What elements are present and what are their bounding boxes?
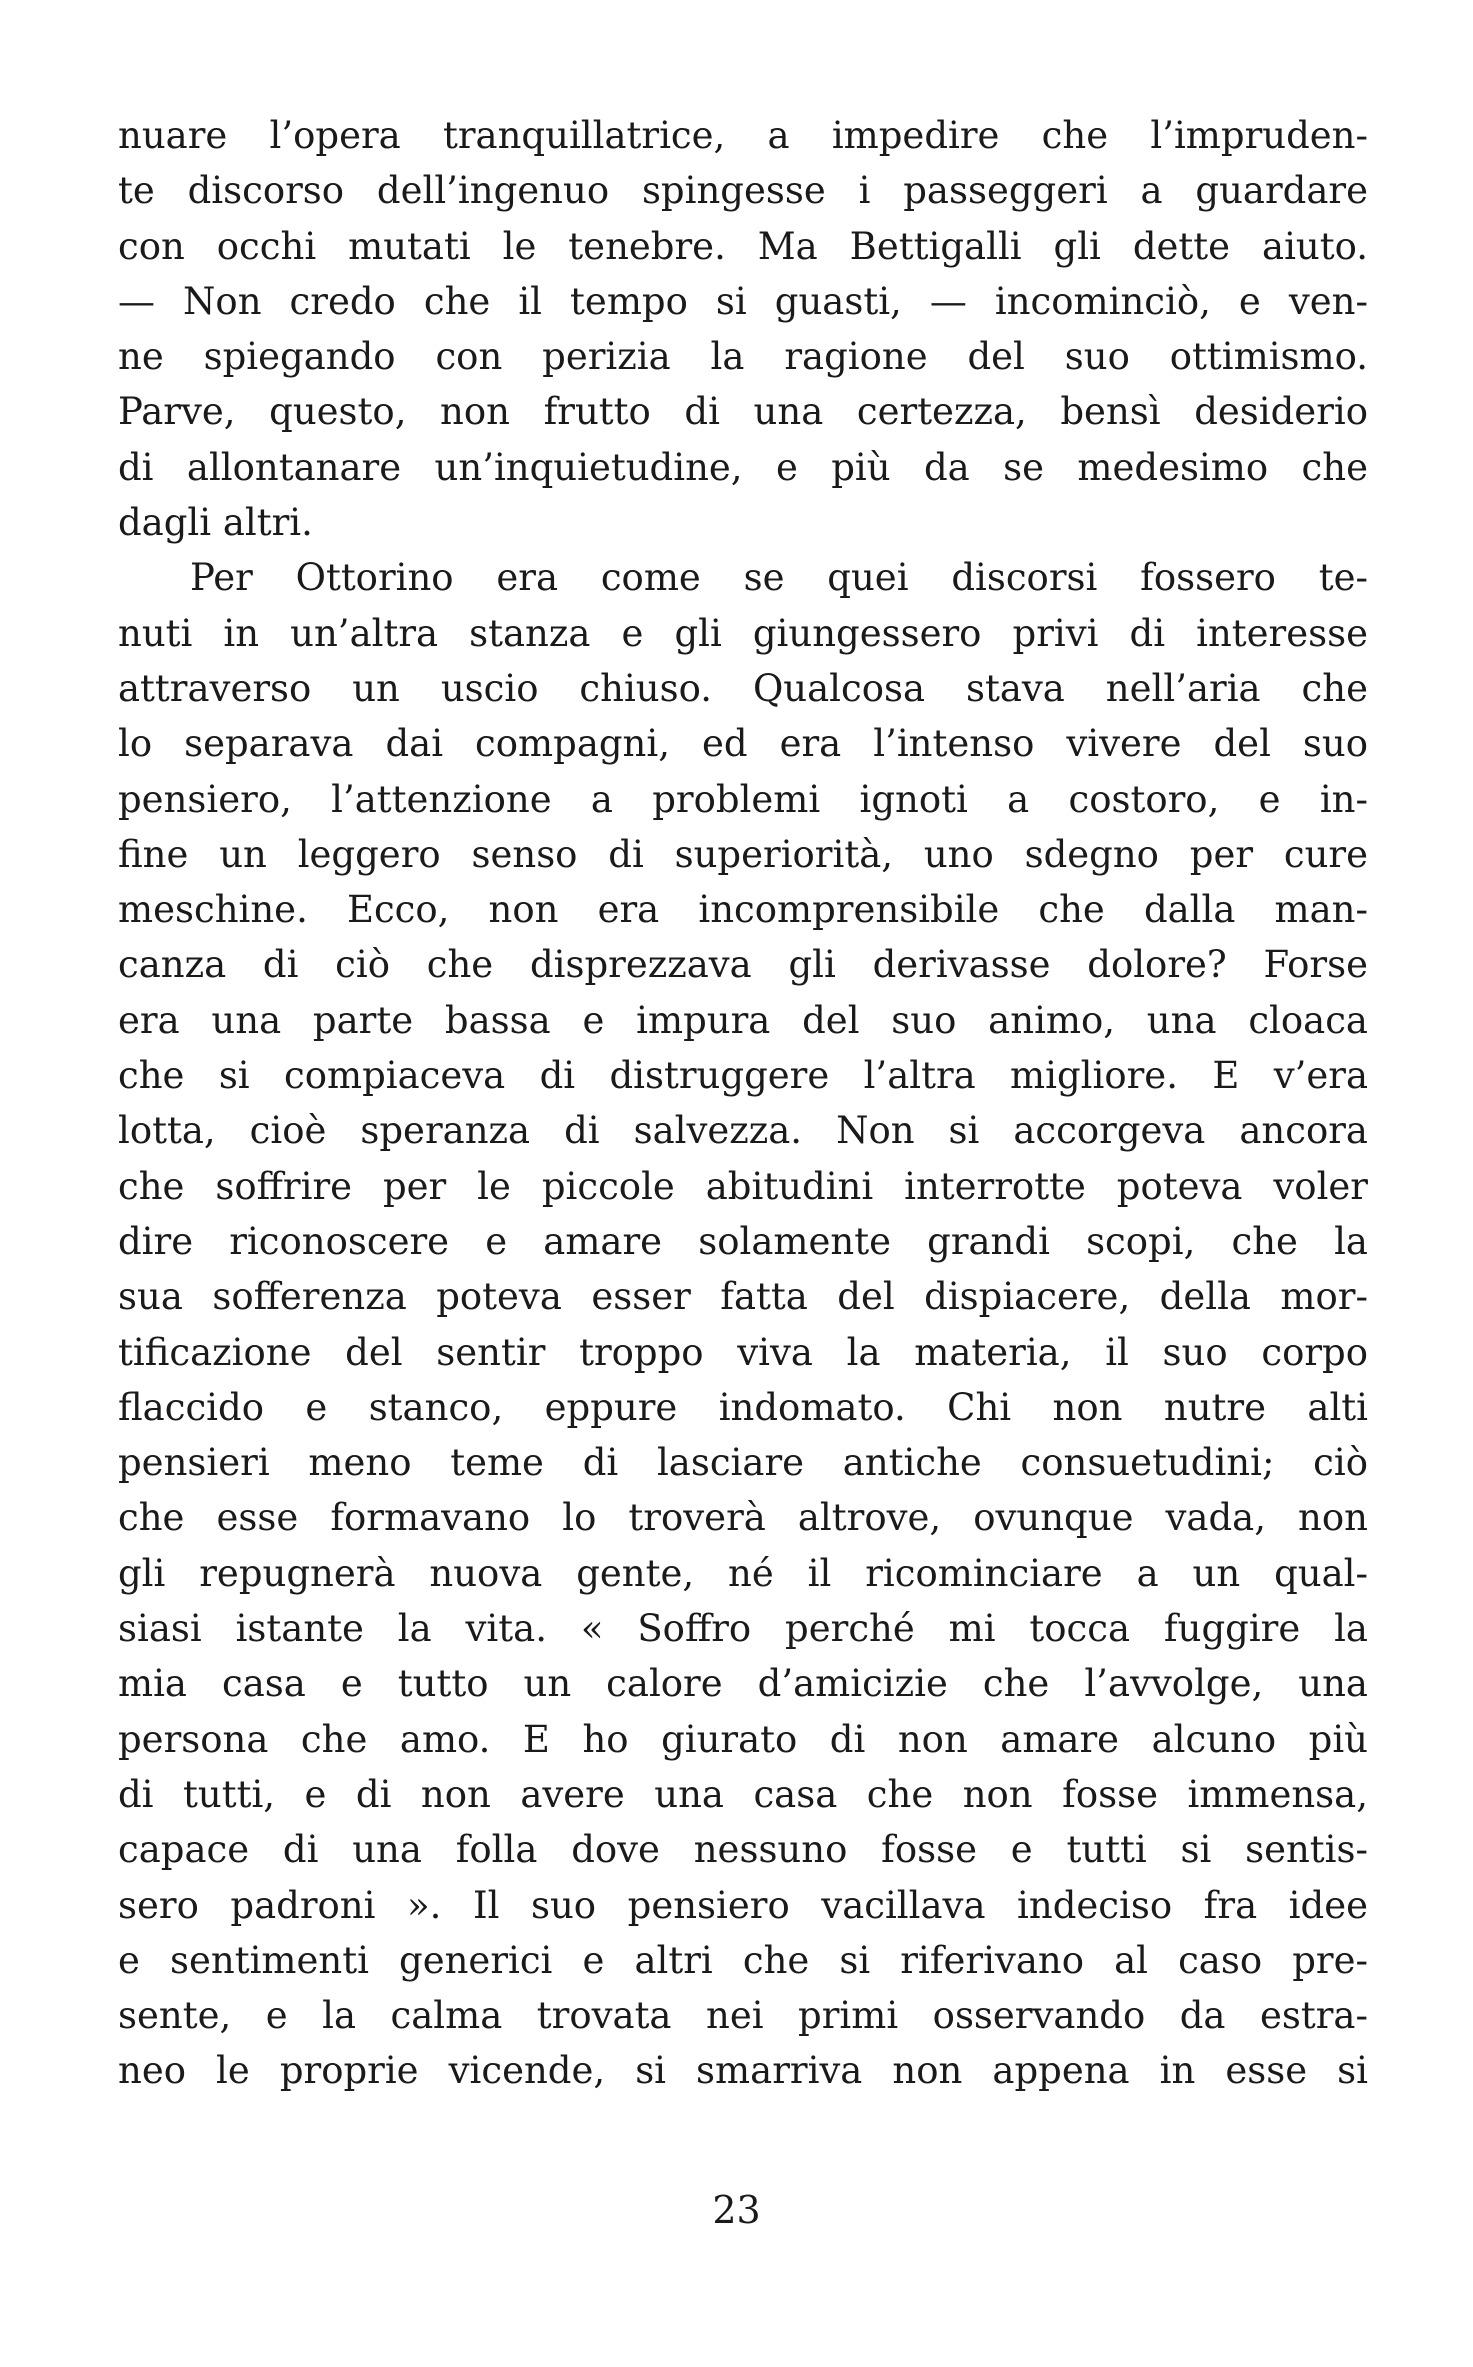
text-line: pensieri meno teme di lasciare antiche consuetudini; ciò (118, 1441, 1368, 1485)
text-line: pensiero, l’attenzione a problemi ignoti a costoro, e in- (118, 777, 1368, 821)
text-line: che esse formavano lo troverà altrove, ovunque vada, non (118, 1496, 1368, 1540)
text-line: capace di una folla dove nessuno fosse e tutti si sentis- (118, 1828, 1368, 1872)
text-line: attraverso un uscio chiuso. Qualcosa stava nell’aria che (118, 666, 1368, 710)
text-line: te discorso dell’ingenuo spingesse i passeggeri a guardare (118, 169, 1368, 213)
text-line: dagli altri. (118, 501, 313, 545)
text-line: persona che amo. E ho giurato di non amare alcuno più (118, 1717, 1368, 1761)
text-line: Parve, questo, non frutto di una certezza, bensì desiderio (118, 390, 1368, 434)
text-line: sero padroni ». Il suo pensiero vacillava indeciso fra idee (118, 1883, 1368, 1927)
text-line: di allontanare un’inquietudine, e più da se medesimo che (118, 445, 1368, 489)
text-line: siasi istante la vita. « Soffro perché mi tocca fuggire la (118, 1607, 1368, 1651)
paragraph-start-line: Per Ottorino era come se quei discorsi fossero te- (190, 556, 1368, 600)
text-line: ne spiegando con perizia la ragione del suo ottimismo. (118, 335, 1368, 379)
text-line: mia casa e tutto un calore d’amicizie che l’avvolge, una (118, 1662, 1368, 1706)
text-line: nuare l’opera tranquillatrice, a impedire che l’impruden- (118, 114, 1368, 157)
text-line: con occhi mutati le tenebre. Ma Bettigalli gli dette aiuto. (118, 224, 1368, 268)
text-line: e sentimenti generici e altri che si riferivano al caso pre- (118, 1938, 1368, 1982)
text-line: meschine. Ecco, non era incomprensibile che dalla man- (118, 888, 1368, 932)
text-line: tificazione del sentir troppo viva la materia, il suo corpo (118, 1330, 1368, 1374)
text-line: fine un leggero senso di superiorità, uno sdegno per cure (118, 832, 1368, 876)
text-line: lotta, cioè speranza di salvezza. Non si accorgeva ancora (118, 1109, 1368, 1153)
text-line: lo separava dai compagni, ed era l’intenso vivere del suo (118, 722, 1368, 766)
text-line: era una parte bassa e impura del suo animo, una cloaca (118, 998, 1368, 1042)
text-line: sua sofferenza poteva esser fatta del dispiacere, della mor- (118, 1275, 1368, 1319)
text-line: che si compiaceva di distruggere l’altra migliore. E v’era (118, 1054, 1368, 1098)
text-line: canza di ciò che disprezzava gli derivasse dolore? Forse (118, 943, 1368, 987)
text-line: dire riconoscere e amare solamente grandi scopi, che la (118, 1219, 1368, 1263)
text-line: nuti in un’altra stanza e gli giungessero privi di interesse (118, 611, 1368, 655)
body-text (118, 108, 1368, 2099)
text-line: sente, e la calma trovata nei primi osservando da estra- (118, 1994, 1368, 2038)
page-number: 23 (712, 2188, 761, 2232)
text-line: — Non credo che il tempo si guasti, — incominciò, e ven- (118, 279, 1368, 323)
text-line: neo le proprie vicende, si smarriva non appena in esse si (118, 2049, 1368, 2093)
text-line: gli repugnerà nuova gente, né il ricominciare a un qual- (118, 1551, 1368, 1595)
text-line: flaccido e stanco, eppure indomato. Chi non nutre alti (118, 1385, 1368, 1429)
text-line: che soffrire per le piccole abitudini interrotte poteva voler (118, 1164, 1368, 1208)
text-line: di tutti, e di non avere una casa che non fosse immensa, (118, 1772, 1368, 1816)
